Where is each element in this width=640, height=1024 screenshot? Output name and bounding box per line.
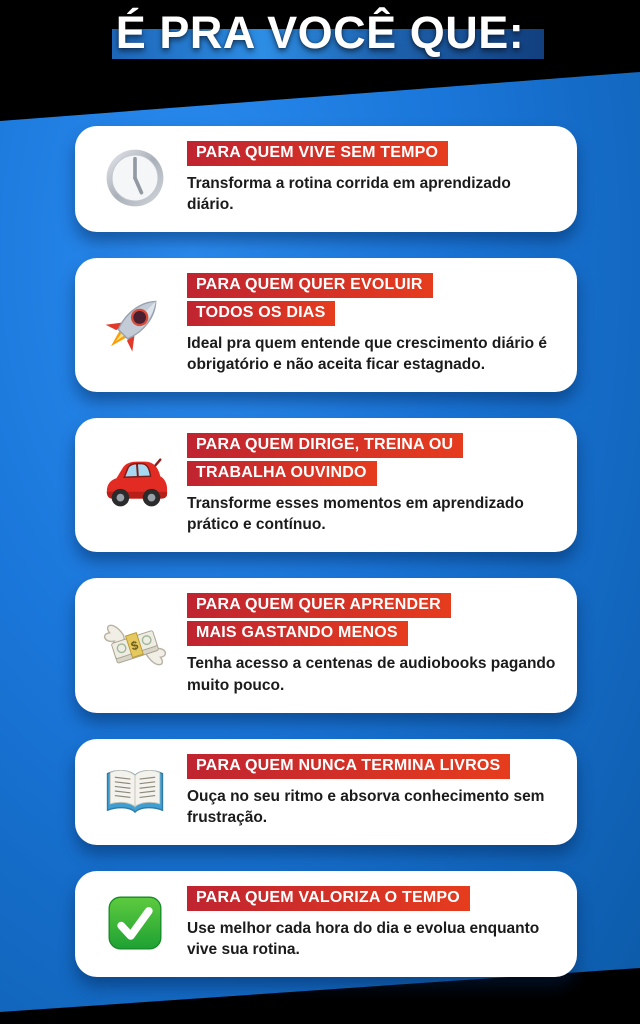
car-icon [99,456,171,512]
card-vive-sem-tempo [75,126,577,232]
check-mark-icon [99,892,171,954]
card-content [187,273,557,375]
card-title-badge: PARA QUEM QUER APRENDER [187,593,451,618]
card-body-text: Ideal pra quem entende que crescimento diário é obrigatório e não aceita ficar estagnado. [187,335,548,374]
svg-text:$: $ [129,637,141,654]
card-quer-evoluir [75,258,577,392]
card-body-text: Tenha acesso a centenas de audiobooks pagando muito pouco. [187,655,556,694]
card-body-text: Ouça no seu ritmo e absorva conhecimento sem frustração. [187,787,545,826]
card-title-badge: PARA QUEM DIRIGE, TREINA OU [187,433,463,458]
benefit-card-list [75,126,577,977]
open-book-icon [99,762,171,820]
card-title-badge: PARA QUEM VALORIZA O TEMPO [187,886,470,911]
card-title-badge: PARA QUEM VIVE SEM TEMPO [187,141,448,166]
card-title-badge: TODOS OS DIAS [187,301,335,326]
card-content [187,141,557,215]
page-header [0,0,640,105]
card-content [187,593,557,695]
card-body-text: Transforme esses momentos em aprendizado prático e contínuo. [187,495,524,534]
page-title: É PRA VOCÊ QUE: [115,7,525,58]
card-valoriza-o-tempo [75,871,577,977]
card-title-badge: TRABALHA OUVINDO [187,461,377,486]
card-title-badge: PARA QUEM QUER EVOLUIR [187,273,433,298]
card-content [187,886,557,960]
clock-icon [99,145,171,211]
rocket-icon [99,290,171,358]
card-title-badge: MAIS GASTANDO MENOS [187,621,408,646]
card-content [187,433,557,535]
card-nunca-termina-livros [75,739,577,845]
card-body-text: Transforma a rotina corrida em aprendizado diário. [187,175,511,214]
money-with-wings-icon [99,613,171,677]
card-title-badge: PARA QUEM NUNCA TERMINA LIVROS [187,754,510,779]
card-body-text: Use melhor cada hora do dia e evolua enquanto vive sua rotina. [187,919,540,958]
card-aprender-gastando-menos [75,578,577,712]
card-content [187,754,557,828]
card-dirige-treina [75,418,577,552]
